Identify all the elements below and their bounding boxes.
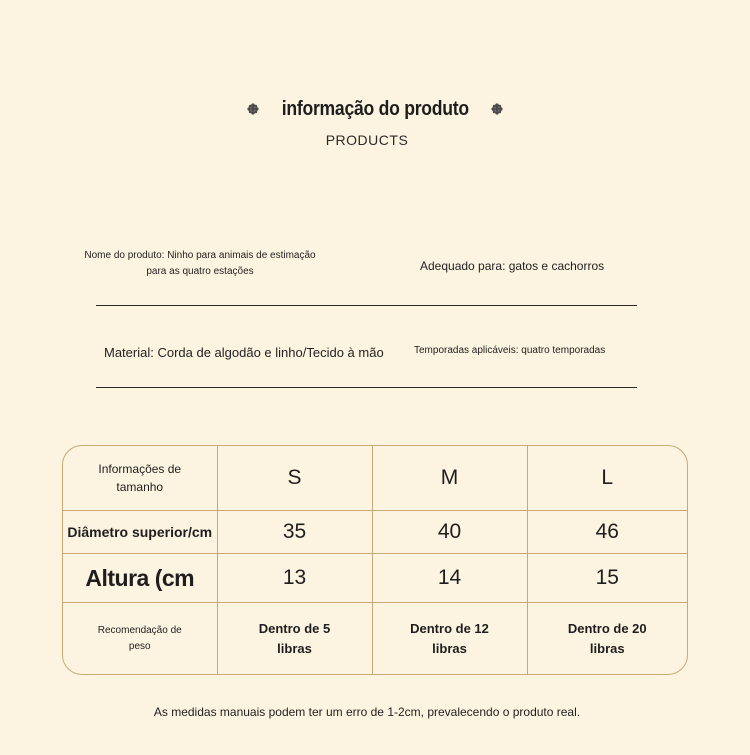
- product-name-line1: Nome do produto: Ninho para animais de estimação: [84, 250, 316, 261]
- weight-s: Dentro de 5 libras: [217, 603, 372, 674]
- product-name: [80, 248, 320, 280]
- page-subtitle: PRODUCTS: [325, 132, 409, 148]
- flower-icon: [491, 103, 503, 115]
- footnote: As medidas manuais podem ter um erro de 1-2cm, prevalecendo o produto real.: [153, 705, 581, 719]
- page-title: informação do produto: [281, 97, 469, 120]
- diameter-label: Diâmetro superior/cm: [63, 510, 217, 554]
- height-label: Altura (cm: [63, 554, 217, 603]
- diameter-l: 46: [527, 510, 687, 554]
- table-row: [63, 510, 687, 554]
- weight-label: Recomendação de peso: [63, 603, 217, 674]
- flower-icon: [247, 103, 259, 115]
- divider: [96, 305, 637, 306]
- diameter-m: 40: [372, 510, 527, 554]
- size-m: M: [372, 446, 527, 510]
- height-m: 14: [372, 554, 527, 603]
- material: Material: Corda de algodão e linho/Tecido à mão: [104, 345, 384, 360]
- table-row: [63, 554, 687, 603]
- size-s: S: [217, 446, 372, 510]
- title-row: [0, 94, 750, 124]
- diameter-s: 35: [217, 510, 372, 554]
- product-name-line2: para as quatro estações: [146, 266, 254, 277]
- weight-l: Dentro de 20 libras: [527, 603, 687, 674]
- table-row: [63, 446, 687, 510]
- height-s: 13: [217, 554, 372, 603]
- size-header-label: Informações de tamanho: [63, 446, 217, 510]
- weight-m: Dentro de 12 libras: [372, 603, 527, 674]
- divider: [96, 387, 637, 388]
- seasons: Temporadas aplicáveis: quatro temporadas: [414, 345, 606, 356]
- size-l: L: [527, 446, 687, 510]
- size-table: [62, 445, 688, 675]
- suitable-for: Adequado para: gatos e cachorros: [420, 259, 605, 273]
- table-row: [63, 603, 687, 674]
- height-l: 15: [527, 554, 687, 603]
